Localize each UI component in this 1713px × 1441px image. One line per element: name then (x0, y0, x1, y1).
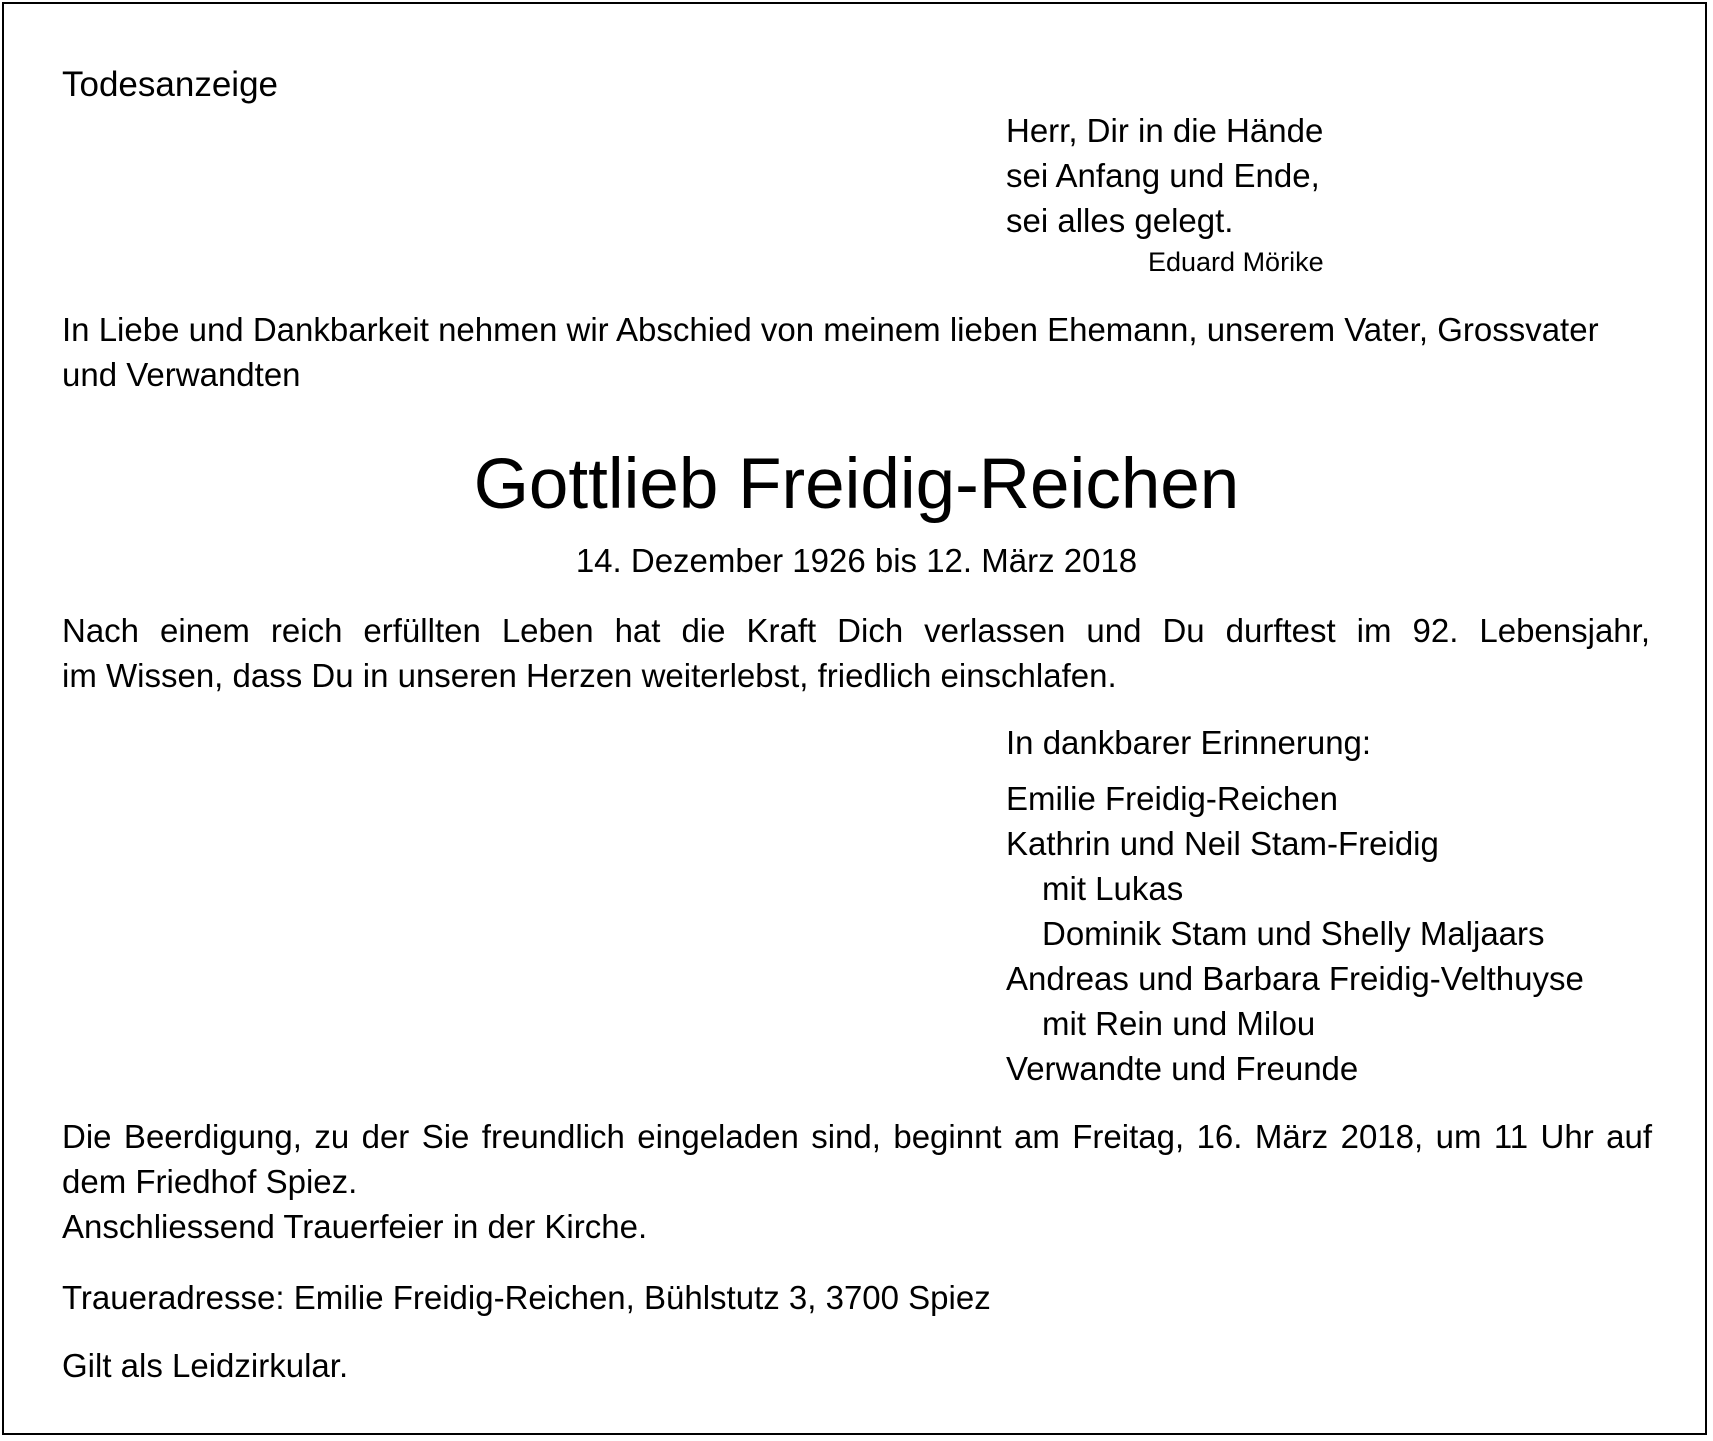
mourner-entry: Dominik Stam und Shelly Maljaars (1042, 915, 1545, 952)
verse (1006, 108, 1323, 243)
mourning-address: Traueradresse: Emilie Freidig-Reichen, Bühlstutz 3, 3700 Spiez (62, 1279, 991, 1316)
funeral-details (62, 1114, 1652, 1249)
notice-type-label: Todesanzeige (62, 65, 278, 104)
mourner-entry: mit Rein und Milou (1042, 1005, 1316, 1042)
intro-line: In Liebe und Dankbarkeit nehmen wir Abschied von meinem lieben Ehemann, unserem Vater, Grossvater (62, 311, 1599, 348)
mourners-list (1006, 776, 1584, 1091)
mourner-entry: mit Lukas (1042, 870, 1184, 907)
remembrance-title: In dankbarer Erinnerung: (1006, 724, 1372, 761)
verse-author: Eduard Mörike (1148, 247, 1324, 277)
funeral-line: dem Friedhof Spiez. (62, 1163, 358, 1200)
mourner-entry: Emilie Freidig-Reichen (1006, 780, 1338, 817)
funeral-line: Anschliessend Trauerfeier in der Kirche. (62, 1208, 648, 1245)
verse-line: sei alles gelegt. (1006, 202, 1234, 239)
mourner-entry: Kathrin und Neil Stam-Freidig (1006, 825, 1439, 862)
body-line: Nach einem reich erfüllten Leben hat die Kraft Dich verlassen und Du durftest im 92. Lebensjahr, (62, 612, 1650, 649)
body-paragraph (62, 608, 1650, 698)
mourner-entry: Andreas und Barbara Freidig-Velthuyse (1006, 960, 1584, 997)
verse-line: Herr, Dir in die Hände (1006, 112, 1324, 149)
deceased-name: Gottlieb Freidig-Reichen (473, 445, 1240, 524)
intro-line: und Verwandten (62, 356, 301, 393)
verse-line: sei Anfang und Ende, (1006, 157, 1320, 194)
body-line: im Wissen, dass Du in unseren Herzen weiterlebst, friedlich einschlafen. (62, 657, 1117, 694)
intro-paragraph (62, 307, 1650, 397)
mourner-entry: Verwandte und Freunde (1006, 1050, 1359, 1087)
circular-note: Gilt als Leidzirkular. (62, 1347, 349, 1384)
funeral-line: Die Beerdigung, zu der Sie freundlich eingeladen sind, beginnt am Freitag, 16. März 2018, um 11 Uhr auf (62, 1118, 1652, 1155)
life-dates: 14. Dezember 1926 bis 12. März 2018 (575, 542, 1138, 579)
